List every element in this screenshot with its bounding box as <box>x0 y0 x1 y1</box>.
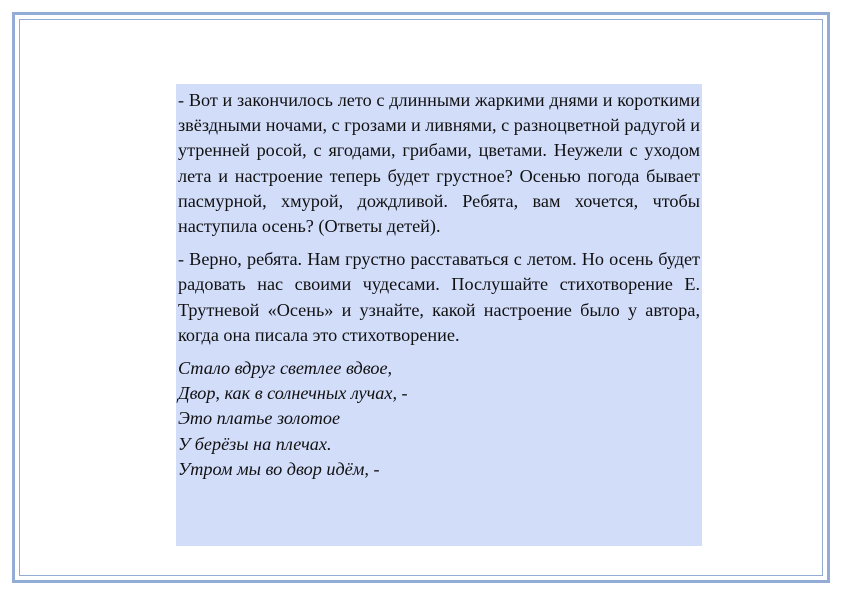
poem-line: Утром мы во двор идём, - <box>178 458 380 479</box>
poem-excerpt <box>178 356 700 482</box>
poem-line: Это платье золотое <box>178 408 341 429</box>
poem-line: Стало вдруг светлее вдвое, <box>178 358 393 379</box>
lesson-text-block <box>176 84 702 546</box>
intro-paragraph: - Вот и закончилось лето с длинными жаркими днями и короткими звёздными ночами, с грозами и ливнями, с разноцветной радугой и утренней росой, с ягодами, грибами, цветами. Неужели с уходом лета и настроение теперь будет грустное? Осенью погода бывает пасмурной, хмурой, дождливой. Ребята, вам хочется, чтобы наступила осень? (Ответы детей). <box>178 90 700 237</box>
poem-line: Двор, как в солнечных лучах, - <box>178 383 408 404</box>
poem-line: У берёзы на плечах. <box>178 433 332 454</box>
poem-intro-paragraph: - Верно, ребята. Нам грустно расставаться с летом. Но осень будет радовать нас своими чудесами. Послушайте стихотворение Е. Трутневой «Осень» и узнайте, какой настроение было у автора, когда она писала это стихотворение. <box>178 249 700 345</box>
